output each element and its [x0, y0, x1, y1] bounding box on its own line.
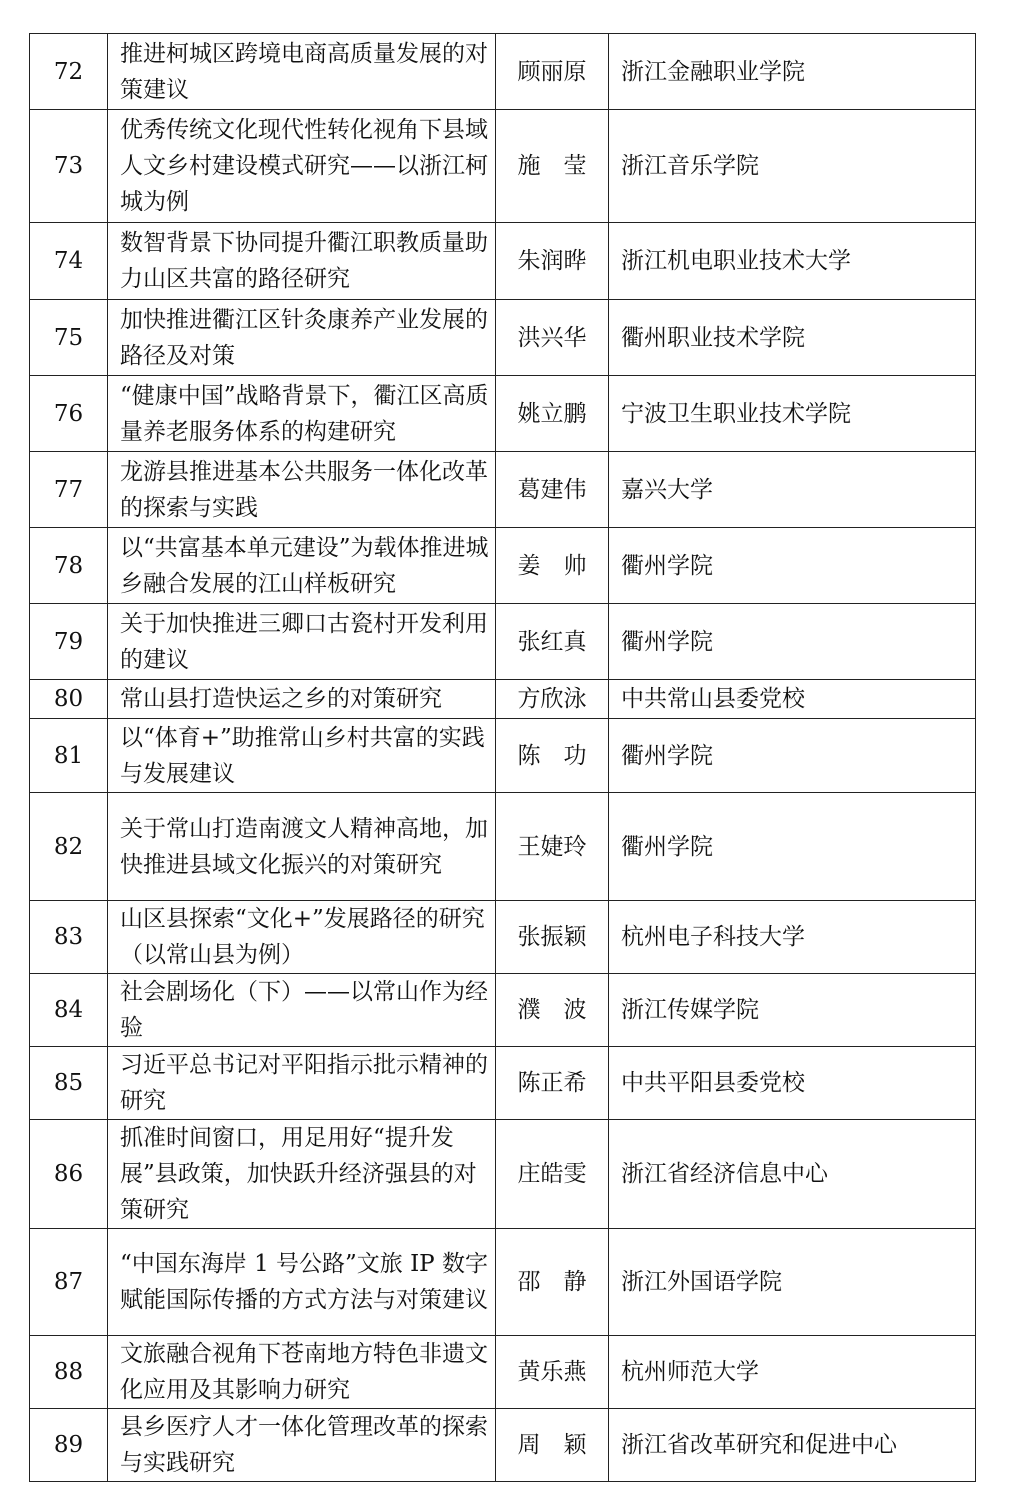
author-name: 葛建伟	[496, 452, 609, 528]
author-name: 邵 静	[496, 1229, 609, 1336]
row-number: 77	[30, 452, 108, 528]
author-unit: 杭州电子科技大学	[609, 901, 976, 974]
table-row	[30, 719, 976, 793]
row-number: 79	[30, 604, 108, 680]
author-unit: 浙江金融职业学院	[609, 34, 976, 110]
row-number: 85	[30, 1047, 108, 1120]
author-unit: 浙江省经济信息中心	[609, 1120, 976, 1229]
table-row	[30, 974, 976, 1047]
table-row	[30, 901, 976, 974]
table-row	[30, 452, 976, 528]
table-row	[30, 604, 976, 680]
author-name: 周 颖	[496, 1409, 609, 1482]
project-title: 推进柯城区跨境电商高质量发展的对策建议	[108, 34, 496, 110]
row-number: 89	[30, 1409, 108, 1482]
author-name: 施 莹	[496, 110, 609, 223]
author-unit: 衢州学院	[609, 719, 976, 793]
row-number: 81	[30, 719, 108, 793]
row-number: 78	[30, 528, 108, 604]
row-number: 76	[30, 376, 108, 452]
author-unit: 浙江外国语学院	[609, 1229, 976, 1336]
project-title: 关于常山打造南渡文人精神高地，加快推进县域文化振兴的对策研究	[108, 793, 496, 901]
row-number: 86	[30, 1120, 108, 1229]
table-row	[30, 1409, 976, 1482]
author-unit: 浙江机电职业技术大学	[609, 223, 976, 300]
author-name: 王婕玲	[496, 793, 609, 901]
project-title: 加快推进衢江区针灸康养产业发展的路径及对策	[108, 300, 496, 376]
row-number: 87	[30, 1229, 108, 1336]
table-row	[30, 1336, 976, 1409]
table-row	[30, 300, 976, 376]
author-name: 张振颖	[496, 901, 609, 974]
author-unit: 浙江省改革研究和促进中心	[609, 1409, 976, 1482]
project-title: “中国东海岸 1 号公路”文旅 IP 数字赋能国际传播的方式方法与对策建议	[108, 1229, 496, 1336]
project-title: 优秀传统文化现代性转化视角下县域人文乡村建设模式研究——以浙江柯城为例	[108, 110, 496, 223]
author-unit: 中共常山县委党校	[609, 680, 976, 719]
author-name: 张红真	[496, 604, 609, 680]
table-row	[30, 1120, 976, 1229]
author-unit: 中共平阳县委党校	[609, 1047, 976, 1120]
author-unit: 衢州学院	[609, 528, 976, 604]
results-table-body	[30, 34, 976, 1482]
results-table	[29, 33, 976, 1482]
author-unit: 衢州学院	[609, 793, 976, 901]
table-row	[30, 1047, 976, 1120]
author-name: 濮 波	[496, 974, 609, 1047]
author-name: 姜 帅	[496, 528, 609, 604]
row-number: 73	[30, 110, 108, 223]
project-title: 关于加快推进三卿口古瓷村开发利用的建议	[108, 604, 496, 680]
row-number: 88	[30, 1336, 108, 1409]
author-name: 方欣泳	[496, 680, 609, 719]
table-row	[30, 110, 976, 223]
author-unit: 浙江音乐学院	[609, 110, 976, 223]
author-name: 陈正希	[496, 1047, 609, 1120]
table-row	[30, 223, 976, 300]
row-number: 84	[30, 974, 108, 1047]
project-title: “健康中国”战略背景下，衢江区高质量养老服务体系的构建研究	[108, 376, 496, 452]
project-title: 以“共富基本单元建设”为载体推进城乡融合发展的江山样板研究	[108, 528, 496, 604]
author-unit: 杭州师范大学	[609, 1336, 976, 1409]
project-title: 山区县探索“文化+”发展路径的研究（以常山县为例）	[108, 901, 496, 974]
table-row	[30, 34, 976, 110]
project-title: 数智背景下协同提升衢江职教质量助力山区共富的路径研究	[108, 223, 496, 300]
project-title: 以“体育+”助推常山乡村共富的实践与发展建议	[108, 719, 496, 793]
project-title: 常山县打造快运之乡的对策研究	[108, 680, 496, 719]
author-name: 朱润晔	[496, 223, 609, 300]
author-unit: 嘉兴大学	[609, 452, 976, 528]
author-unit: 浙江传媒学院	[609, 974, 976, 1047]
author-name: 顾丽原	[496, 34, 609, 110]
author-unit: 衢州职业技术学院	[609, 300, 976, 376]
author-name: 姚立鹏	[496, 376, 609, 452]
table-row	[30, 793, 976, 901]
author-unit: 衢州学院	[609, 604, 976, 680]
project-title: 龙游县推进基本公共服务一体化改革的探索与实践	[108, 452, 496, 528]
project-title: 县乡医疗人才一体化管理改革的探索与实践研究	[108, 1409, 496, 1482]
table-row	[30, 376, 976, 452]
row-number: 75	[30, 300, 108, 376]
row-number: 82	[30, 793, 108, 901]
project-title: 社会剧场化（下）——以常山作为经验	[108, 974, 496, 1047]
table-row	[30, 680, 976, 719]
author-name: 洪兴华	[496, 300, 609, 376]
table-row	[30, 528, 976, 604]
row-number: 72	[30, 34, 108, 110]
project-title: 习近平总书记对平阳指示批示精神的研究	[108, 1047, 496, 1120]
row-number: 80	[30, 680, 108, 719]
author-name: 黄乐燕	[496, 1336, 609, 1409]
project-title: 抓准时间窗口，用足用好“提升发展”县政策，加快跃升经济强县的对策研究	[108, 1120, 496, 1229]
row-number: 74	[30, 223, 108, 300]
author-name: 陈 功	[496, 719, 609, 793]
project-title: 文旅融合视角下苍南地方特色非遗文化应用及其影响力研究	[108, 1336, 496, 1409]
row-number: 83	[30, 901, 108, 974]
table-row	[30, 1229, 976, 1336]
author-unit: 宁波卫生职业技术学院	[609, 376, 976, 452]
author-name: 庄皓雯	[496, 1120, 609, 1229]
